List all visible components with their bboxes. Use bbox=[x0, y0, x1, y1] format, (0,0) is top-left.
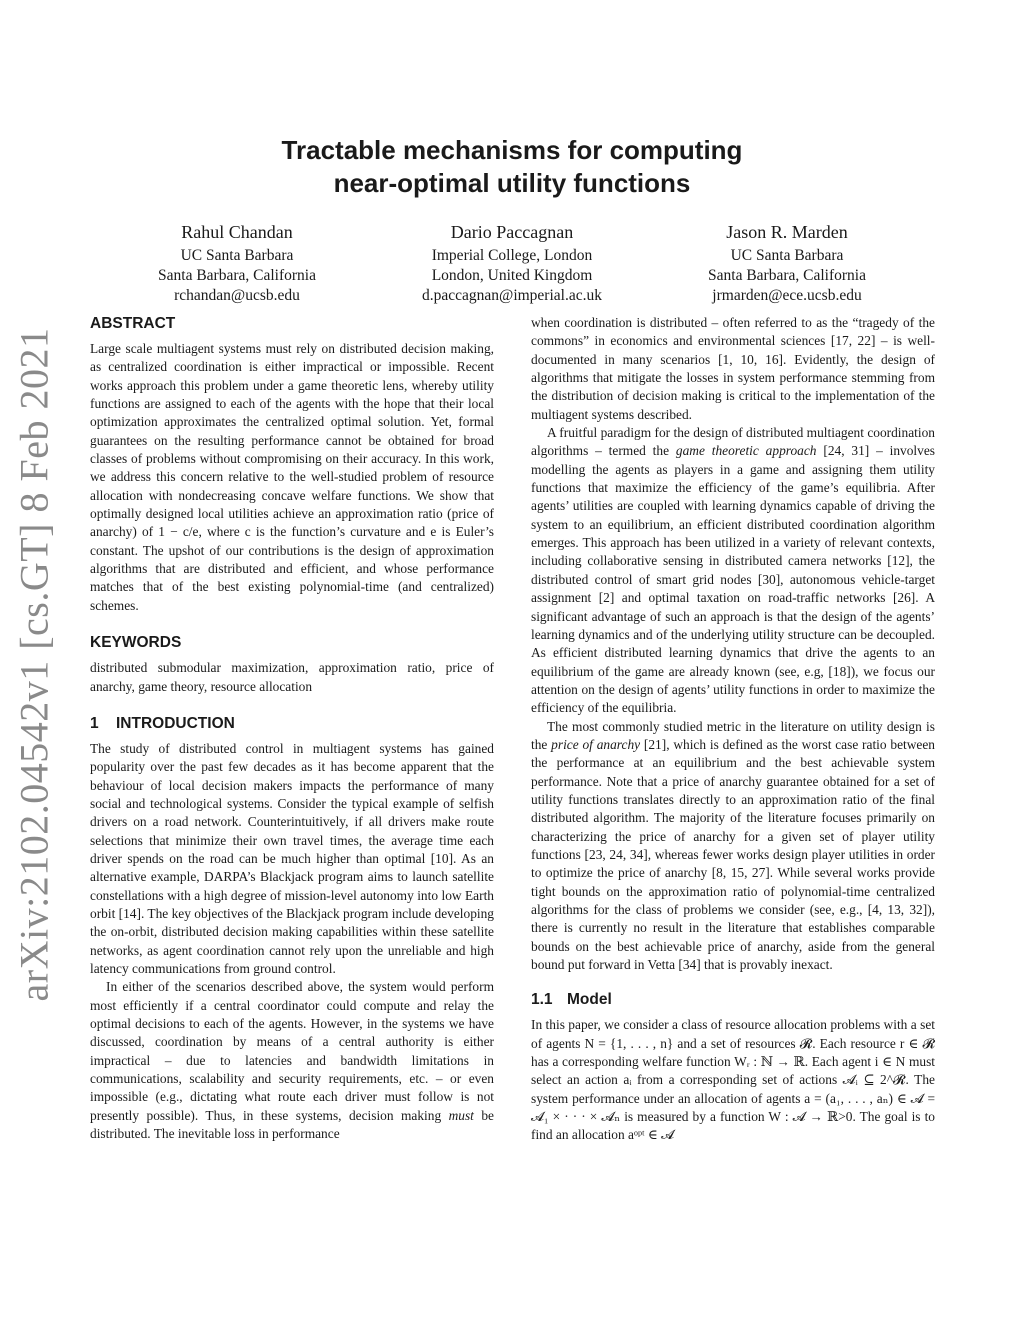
author-email: jrmarden@ece.ucsb.edu bbox=[712, 287, 862, 304]
author-email: d.paccagnan@imperial.ac.uk bbox=[422, 287, 602, 304]
arxiv-identifier-text: arXiv:2102.04542v1 [cs.GT] 8 Feb 2021 bbox=[11, 327, 57, 1001]
author-name: Rahul Chandan bbox=[181, 222, 293, 242]
author-1 bbox=[87, 220, 387, 306]
author-block bbox=[0, 220, 1024, 310]
intro-paragraph-2: In either of the scenarios described above, the system would perform most efficiently if a central coordinator could compute and relay the optimal decisions to each of the agents. However, in the systems we have discussed, coordination by means of a central authority is either impractical – due to latencies and bandwidth limitations in communications, scalability and security requirements, etc. – or even impossible (e.g., dictating what route each driver must follow is not presently possible). Thus, in these systems, decision making must be distributed. The inevitable loss in performance bbox=[90, 979, 494, 1142]
model-paragraph: In this paper, we consider a class of resource allocation problems with a set of agents N = {1, . . . , n} and a set of resources 𝓡. Each resource r ∈ 𝓡 has a corresponding welfare function Wᵣ : ℕ → ℝ. Each agent i ∈ N must select an action aᵢ from a corresponding set of actions 𝓐ᵢ ⊆ 2^𝓡. The system performance under an allocation of agents a = (a₁, . . . , aₙ) ∈ 𝓐 = 𝓐₁ × · · · × 𝓐ₙ is measured by a function W : 𝓐 → ℝ>0. The goal is to find an allocation aᵒᵖᵗ ∈ 𝓐 bbox=[531, 1017, 935, 1143]
right-column bbox=[531, 314, 935, 1145]
section-number: 1 bbox=[90, 714, 99, 732]
intro-paragraph-4: A fruitful paradigm for the design of distributed multiagent coordination algorithms – termed the game theoretic approach [24, 31] – involves modelling the agents as players in a game and assigning them utility functions that maximize the efficiency of the game’s equilibria. After agents’ utilities are coupled with learning dynamics capable of driving the system to an equilibrium, an efficient distributed coordination algorithm emerges. This approach has been utilized in a variety of relevant contexts, including collaborative sensing in distributed camera networks [12], the distributed control of smart grid nodes [30], autonomous vehicle-target assignment [2] and optimal taxation on road-traffic networks [26]. A significant advantage of such an approach is that the design of the agents’ learning dynamics and of the underlying utility structure can be decoupled. As efficient distributed learning dynamics that drive the agents to an equilibrium of the game are already known (see, e.g, [18]), we focus our attention on the design of agents’ utility functions in order to maximize the efficiency of the equilibria. bbox=[531, 425, 936, 716]
abstract-heading: ABSTRACT bbox=[90, 315, 176, 332]
author-name: Jason R. Marden bbox=[726, 222, 848, 242]
author-affiliation: UC Santa Barbara bbox=[180, 247, 294, 264]
abstract-text: Large scale multiagent systems must rely on distributed decision making, as centralized coordination is either impractical or impossible. Recent works approach this problem under a game theoretic lens, whereby utility functions are assigned to each of the agents with the hope that their local optimization approximates the centralized optimal solution. Yet, formal guarantees on the resulting performance cannot be obtained for broad classes of problems without compromising on their accuracy. In this work, we address this concern relative to the well-studied problem of resource allocation with nondecreasing concave welfare functions. We show that optimally designed local utilities achieve an approximation ratio (price of anarchy) of 1 − c/e, where c is the function’s curvature and e is Euler’s constant. The upshot of our contributions is the design of approximation algorithms that are distributed and efficient, and whose performance matches that of the best existing polynomial-time (and centralized) schemes. bbox=[90, 341, 494, 613]
author-name: Dario Paccagnan bbox=[450, 222, 574, 242]
author-location: Santa Barbara, California bbox=[708, 267, 866, 284]
section-title: INTRODUCTION bbox=[116, 714, 235, 732]
author-email: rchandan@ucsb.edu bbox=[174, 287, 300, 304]
title-line-1: Tractable mechanisms for computing bbox=[281, 135, 743, 165]
author-location: Santa Barbara, California bbox=[158, 267, 316, 284]
left-column bbox=[90, 314, 494, 1143]
author-affiliation: Imperial College, London bbox=[431, 247, 593, 264]
intro-paragraph-3: when coordination is distributed – often referred to as the “tragedy of the commons” in economics and environmental sciences [17, 22] – is well-documented in many scenarios [1, 10, 16]. Evidently, the design of algorithms that mitigate the losses in system performance stemming from the distribution of decision making is critical to the implementation of the multiagent systems described. bbox=[531, 315, 935, 422]
intro-heading bbox=[90, 714, 494, 734]
author-location: London, United Kingdom bbox=[431, 267, 593, 284]
keywords-text: distributed submodular maximization, approximation ratio, price of anarchy, game theory, resource allocation bbox=[90, 660, 494, 694]
model-heading bbox=[531, 990, 935, 1010]
title-line-2: near-optimal utility functions bbox=[333, 168, 691, 198]
author-2 bbox=[362, 220, 662, 306]
intro-paragraph-5: The most commonly studied metric in the literature on utility design is the price of anarchy [21], which is defined as the worst case ratio between the performance at an equilibrium and the best achievable system performance. Note that a price of anarchy guarantee obtained for a set of utility functions translates directly to an approximation ratio of the final distributed algorithm. The majority of the literature focuses primarily on characterizing the price of anarchy for a given set of player utility functions [23, 24, 34], whereas fewer works design player utilities in order to optimize the price of anarchy [8, 15, 27]. While several works provide tight bounds on the approximation ratio of polynomial-time centralized algorithms for the class of problems we consider (see, e.g., [4, 13, 32]), there is currently no result in the literature that establishes comparable bounds on the best achievable price of anarchy, aside from the general bound put forward in Vetta [34] that is provably inexact. bbox=[531, 718, 936, 973]
intro-paragraph-1: The study of distributed control in multiagent systems has gained popularity over the past few decades as it has become apparent that the behaviour of local decision makers impacts the performance of many social and technological systems. Consider the typical example of selfish drivers on a road network. Counterintuitively, if all drivers make route selections that minimize their own travel times, the average time each driver spends on the road can be much higher than optimal [10]. As an alternative example, DARPA’s Blackjack program aims to launch satellite constellations with a high degree of mission-level autonomy into low Earth orbit [14]. The key objectives of the Blackjack program include developing the on-orbit, distributed decision making capabilities within these satellite networks, as agent coordination cannot rely upon the unreliable and high latency communications from ground control. bbox=[90, 740, 494, 976]
paper-title bbox=[180, 134, 844, 200]
arxiv-identifier bbox=[6, 327, 62, 1001]
keywords-heading: KEYWORDS bbox=[90, 634, 182, 652]
author-affiliation: UC Santa Barbara bbox=[730, 247, 844, 264]
author-3 bbox=[637, 220, 937, 306]
subsection-title: Model bbox=[567, 991, 612, 1009]
subsection-number: 1.1 bbox=[531, 991, 553, 1009]
